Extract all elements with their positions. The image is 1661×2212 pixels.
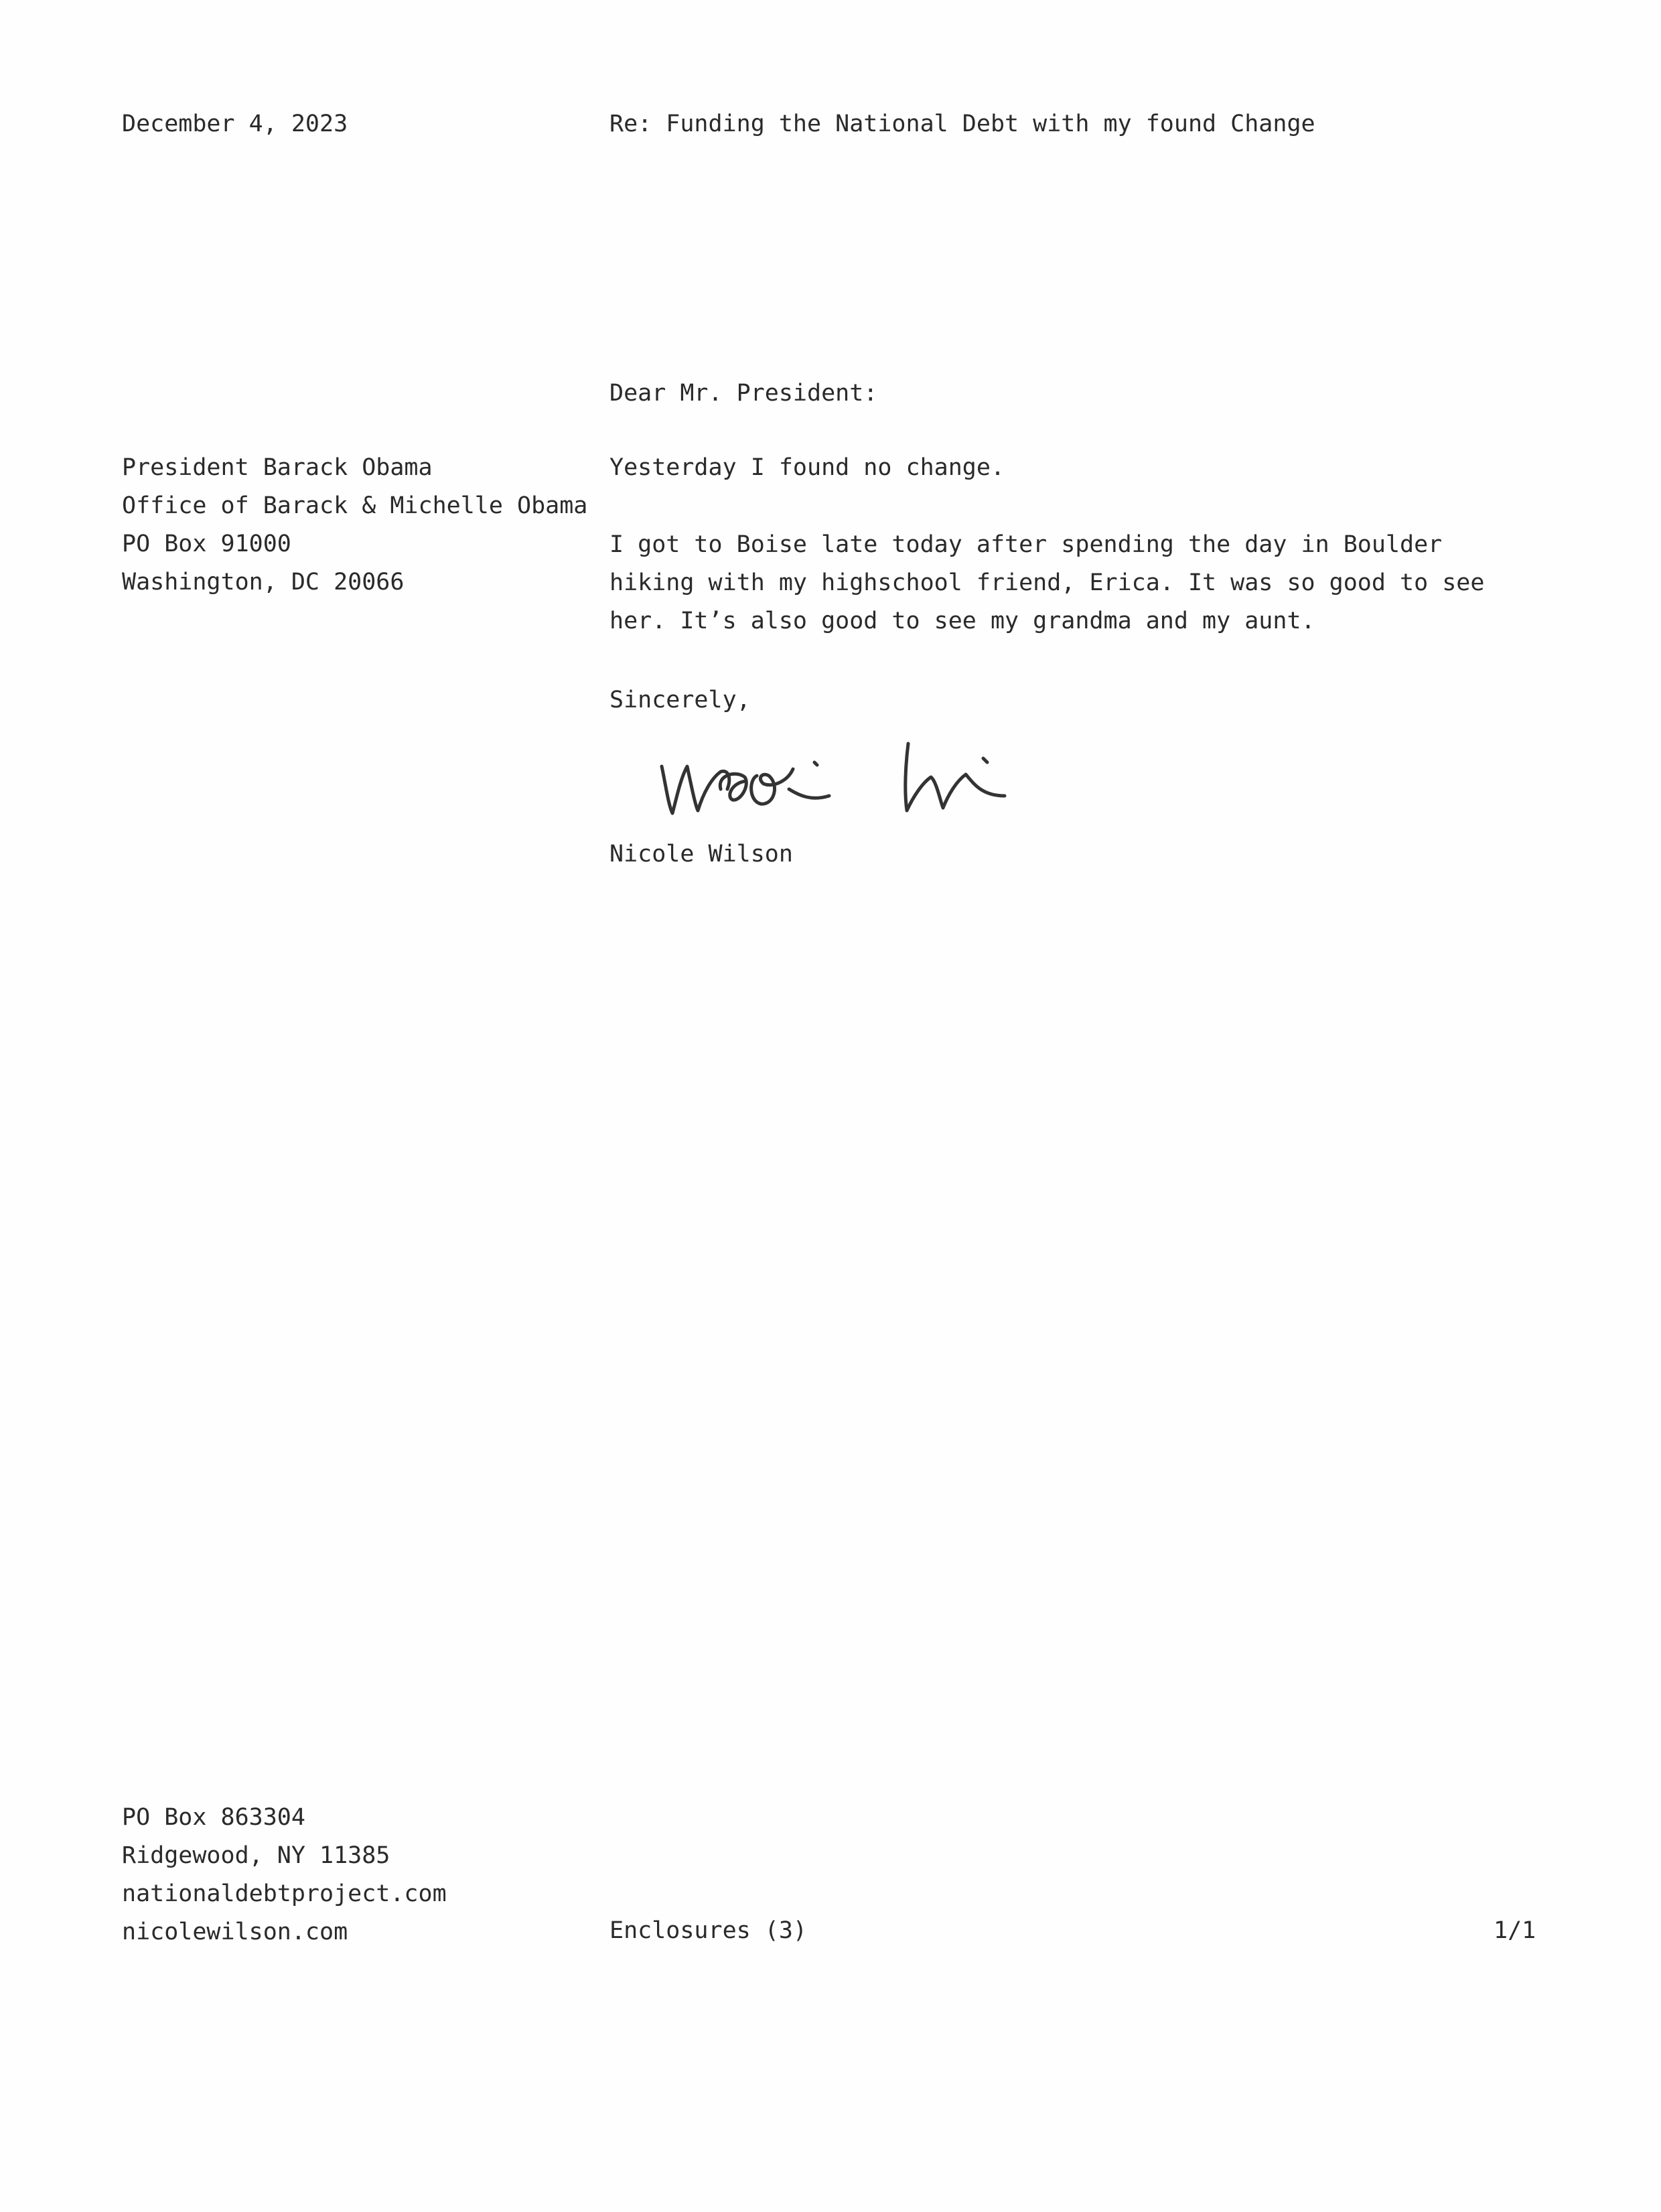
salutation: Dear Mr. President: (609, 380, 878, 407)
sender-website-link[interactable]: nationaldebtproject.com (122, 1880, 447, 1907)
recipient-line: Washington, DC 20066 (122, 569, 405, 596)
recipient-line: Office of Barack & Michelle Obama (122, 492, 588, 519)
letter-date: December 4, 2023 (122, 111, 348, 137)
enclosures-note: Enclosures (3) (609, 1917, 808, 1944)
recipient-line: PO Box 91000 (122, 531, 291, 557)
sender-website-link[interactable]: nicolewilson.com (122, 1919, 348, 1945)
recipient-address (122, 449, 587, 602)
body-paragraph: Yesterday I found no change. (609, 454, 1005, 481)
letter-subject: Re: Funding the National Debt with my found Change (609, 111, 1315, 137)
sender-line: Ridgewood, NY 11385 (122, 1842, 390, 1869)
sender-address (122, 1799, 447, 1951)
handwritten-signature (656, 732, 1031, 832)
closing: Sincerely, (609, 687, 751, 713)
body-paragraph: I got to Boise late today after spending the day in Boulder hiking with my highschool friend, Erica. It was so good to see her. It’s also good to see my grandma and my aunt. (609, 531, 1485, 634)
sender-line: PO Box 863304 (122, 1804, 305, 1831)
recipient-line: President Barack Obama (122, 454, 433, 481)
page-number: 1/1 (1494, 1917, 1536, 1944)
signer-name: Nicole Wilson (609, 841, 793, 868)
